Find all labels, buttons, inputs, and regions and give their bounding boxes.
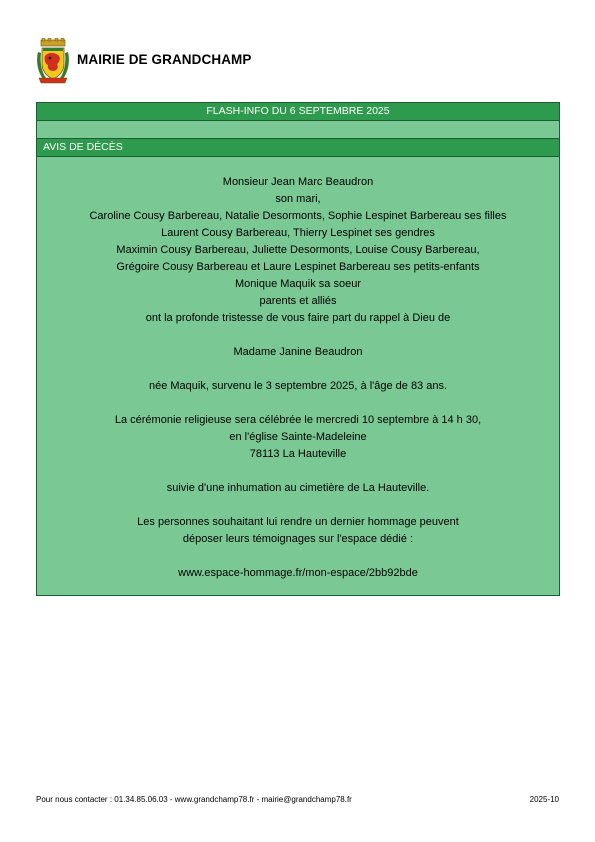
notice-line: suivie d'une inhumation au cimetière de La Hauteville. (166, 482, 430, 494)
blank-line (37, 463, 559, 480)
notice-line: Monique Maquik sa soeur (235, 278, 361, 290)
blank-line (37, 361, 559, 378)
footer (36, 795, 559, 804)
notice-content (37, 157, 559, 595)
notice-line: 78113 La Hauteville (249, 448, 347, 460)
blank-line (37, 327, 559, 344)
notice-line: Madame Janine Beaudron (233, 346, 363, 358)
notice-line: Maximin Cousy Barbereau, Juliette Desormonts, Louise Cousy Barbereau, (116, 244, 480, 256)
notice-line: Caroline Cousy Barbereau, Natalie Desormonts, Sophie Lespinet Barbereau ses filles (89, 210, 507, 222)
notice-line: Les personnes souhaitant lui rendre un dernier hommage peuvent (137, 516, 459, 528)
header (36, 38, 252, 84)
section-title: AVIS DE DÉCÈS (37, 139, 559, 157)
notice-line: en l'église Sainte-Madeleine (229, 431, 367, 443)
notice-line: née Maquik, survenu le 3 septembre 2025, à l'âge de 83 ans. (148, 380, 448, 392)
notice-line: son mari, (275, 193, 321, 205)
notice-line: www.espace-hommage.fr/mon-espace/2bb92bde (178, 567, 418, 579)
blank-line (37, 548, 559, 565)
blank-line (37, 395, 559, 412)
footer-reference: 2025-10 (529, 795, 559, 804)
footer-contact: Pour nous contacter : 01.34.85.06.03 - www.grandchamp78.fr - mairie@grandchamp78.fr (36, 795, 352, 804)
banner-spacer (37, 120, 559, 139)
notice-line: La cérémonie religieuse sera célébrée le mercredi 10 septembre à 14 h 30, (114, 414, 482, 426)
notice-line: ont la profonde tristesse de vous faire part du rappel à Dieu de (145, 312, 451, 324)
notice-line: parents et alliés (259, 295, 337, 307)
notice-line: Grégoire Cousy Barbereau et Laure Lespinet Barbereau ses petits-enfants (116, 261, 480, 273)
town-title: MAIRIE DE GRANDCHAMP (77, 51, 252, 67)
blank-line (37, 497, 559, 514)
notice-line: Monsieur Jean Marc Beaudron (222, 176, 374, 188)
coat-of-arms-icon (36, 38, 70, 84)
bulletin-banner: FLASH-INFO DU 6 SEPTEMBRE 2025 (37, 103, 559, 120)
notice-line: déposer leurs témoignages sur l'espace dédié : (182, 533, 414, 545)
notice-line: Laurent Cousy Barbereau, Thierry Lespinet ses gendres (161, 227, 435, 239)
bulletin-box (36, 102, 560, 596)
